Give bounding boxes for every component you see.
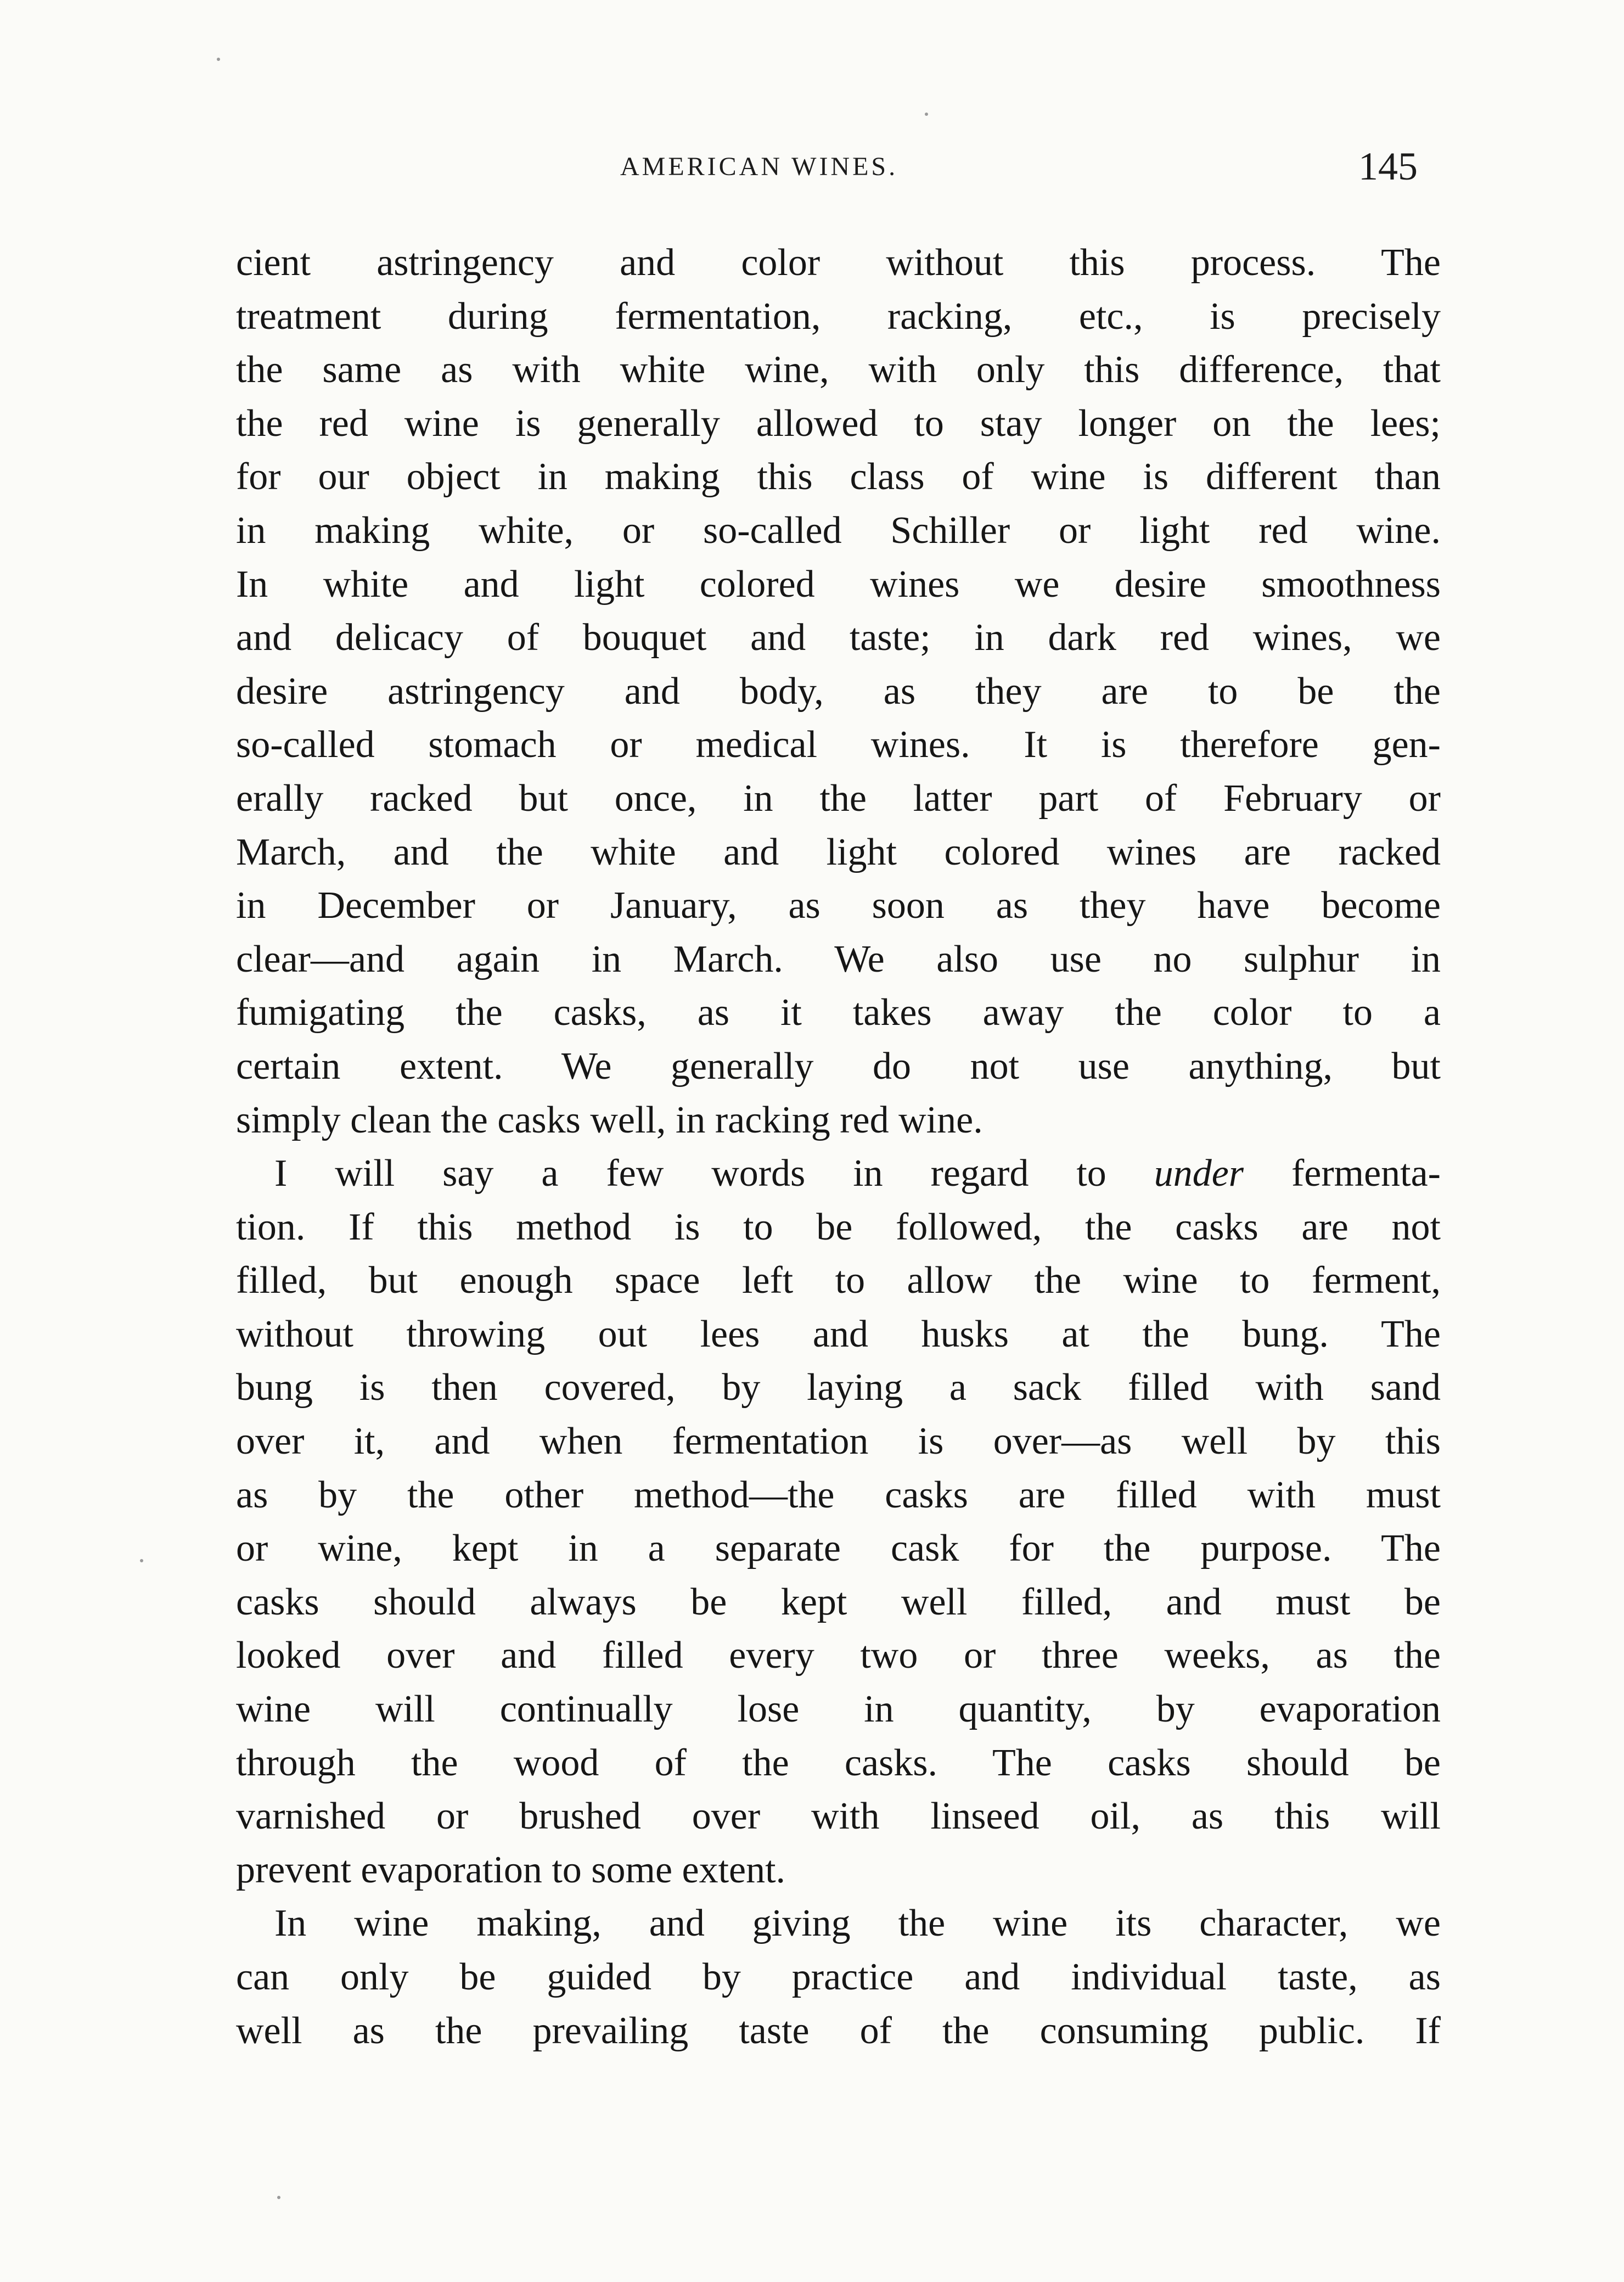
paper-speck <box>140 1559 143 1562</box>
text-line: erally racked but once, in the latter part of February or <box>236 777 1441 820</box>
text-line: for our object in making this class of wine is different than <box>236 456 1441 498</box>
text-line: looked over and filled every two or three weeks, as the <box>236 1634 1441 1677</box>
text-line: the same as with white wine, with only this difference, that <box>236 349 1441 391</box>
italic-emphasis: under <box>1154 1152 1244 1195</box>
text-line: simply clean the casks well, in racking red wine. <box>236 1098 983 1141</box>
paper-speck <box>925 113 928 116</box>
text-line: In wine making, and giving the wine its character, we <box>274 1902 1441 1945</box>
running-head-title: AMERICAN WINES. <box>620 152 898 181</box>
text-line: over it, and when fermentation is over—as well by this <box>236 1420 1441 1463</box>
paragraph-1 <box>236 236 1441 1147</box>
text-line: the red wine is generally allowed to stay longer on the lees; <box>236 402 1441 445</box>
paper-speck <box>217 58 220 61</box>
text-line: prevent evaporation to some extent. <box>236 1848 786 1891</box>
text-line: and delicacy of bouquet and taste; in dark red wines, we <box>236 616 1441 659</box>
text-line: as by the other method—the casks are filled with must <box>236 1473 1441 1516</box>
text-line: fumigating the casks, as it takes away the color to a <box>236 991 1441 1034</box>
text-line: certain extent. We generally do not use anything, but <box>236 1045 1441 1087</box>
text-run: fermenta- <box>1244 1152 1441 1195</box>
text-line: varnished or brushed over with linseed oil, as this will <box>236 1795 1441 1838</box>
text-run: I will say a few words in regard to <box>274 1152 1154 1195</box>
text-line: treatment during fermentation, racking, etc., is precisely <box>236 295 1441 338</box>
body-text <box>236 236 1441 2057</box>
text-line: so-called stomach or medical wines. It is therefore gen- <box>236 724 1441 766</box>
text-line: clear—and again in March. We also use no sulphur in <box>236 938 1441 980</box>
text-line: March, and the white and light colored wines are racked <box>236 831 1441 873</box>
text-line-with-italic <box>236 1147 1441 1201</box>
text-line: In white and light colored wines we desire smoothness <box>236 563 1441 605</box>
text-line: casks should always be kept well filled, and must be <box>236 1580 1441 1623</box>
text-line: filled, but enough space left to allow the wine to ferment, <box>236 1259 1441 1302</box>
text-line: desire astringency and body, as they are to be the <box>236 670 1441 713</box>
text-line: through the wood of the casks. The casks should be <box>236 1741 1441 1784</box>
paper-speck <box>277 2196 280 2199</box>
text-line: well as the prevailing taste of the consuming public. If <box>236 2009 1441 2052</box>
paragraph-2 <box>236 1147 1441 1897</box>
text-line: wine will continually lose in quantity, by evaporation <box>236 1688 1441 1731</box>
text-line: bung is then covered, by laying a sack filled with sand <box>236 1366 1441 1409</box>
text-line: or wine, kept in a separate cask for the purpose. The <box>236 1527 1441 1570</box>
text-line: cient astringency and color without this process. The <box>236 242 1441 284</box>
text-line: can only be guided by practice and individual taste, as <box>236 1956 1441 1998</box>
text-line: in December or January, as soon as they have become <box>236 884 1441 927</box>
page-number: 145 <box>1358 144 1418 188</box>
text-line: without throwing out lees and husks at the bung. The <box>236 1313 1441 1355</box>
paragraph-3 <box>236 1897 1441 2057</box>
text-line: in making white, or so-called Schiller or light red wine. <box>236 509 1441 552</box>
running-head <box>0 144 1624 192</box>
text-line: tion. If this method is to be followed, the casks are not <box>236 1206 1441 1248</box>
